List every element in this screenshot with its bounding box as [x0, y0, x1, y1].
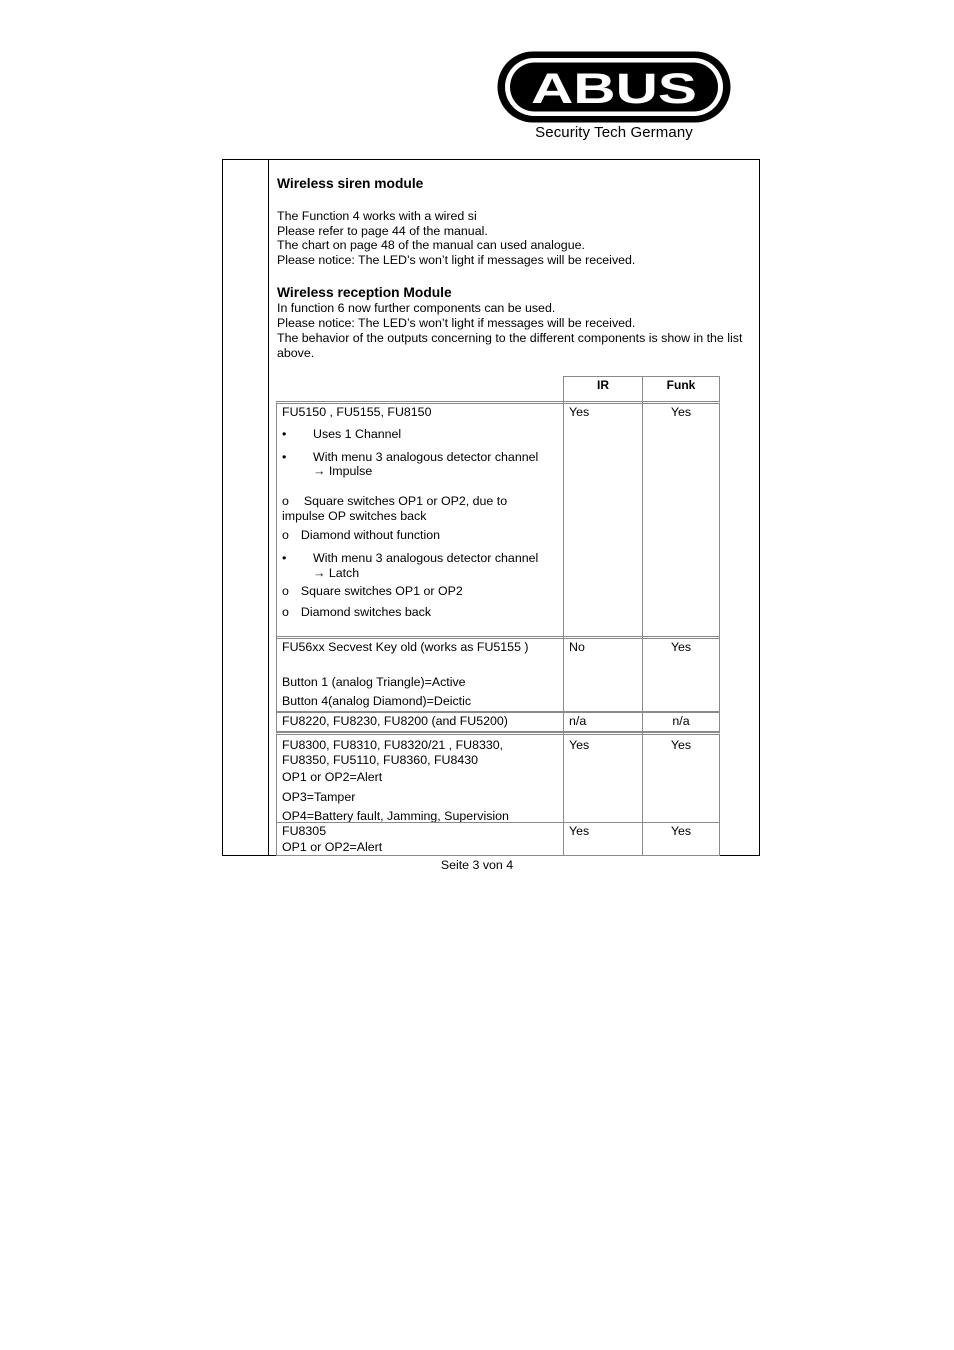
table-cell-ir	[563, 636, 643, 712]
row-title: FU8220, FU8230, FU8200 (and FU5200)	[282, 714, 508, 728]
row-title-continuation: FU8350, FU5110, FU8360, FU8430	[282, 753, 479, 767]
list-item: o Square switches OP1 or OP2	[282, 584, 463, 598]
page-number: Seite 3 von 4	[440, 858, 514, 872]
table-row-fu8305-desc	[276, 822, 564, 856]
reception-line: Please notice: The LED’s won’t light if messages will be received.	[277, 316, 636, 330]
table-row-fu8220-desc	[276, 712, 564, 732]
siren-heading: Wireless siren module	[277, 176, 424, 191]
funk-value: Yes	[670, 405, 692, 419]
list-item: o Diamond without function	[282, 528, 441, 542]
siren-line: Please refer to page 44 of the manual.	[277, 224, 488, 238]
reception-line: In function 6 now further components can be used.	[277, 301, 556, 315]
logo-text: ABUS	[531, 65, 697, 113]
funk-value: Yes	[670, 738, 692, 752]
abus-logo-mark	[496, 50, 732, 124]
table-cell-funk	[642, 712, 720, 732]
funk-value: n/a	[672, 714, 690, 728]
row-line: OP1 or OP2=Alert	[282, 840, 383, 854]
table-row-fu8300-desc	[276, 732, 564, 823]
row-line: Button 4(analog Diamond)=Deictic	[282, 694, 472, 708]
table-cell-funk	[642, 401, 720, 639]
table-row-fu56xx-desc	[276, 636, 564, 712]
col-header-ir: IR	[563, 376, 643, 402]
siren-line: The chart on page 48 of the manual can used analogue.	[277, 238, 585, 252]
logo-tagline: Security Tech Germany	[535, 124, 693, 141]
ir-value: Yes	[569, 824, 590, 838]
list-item: o Square switches OP1 or OP2, due to	[282, 494, 508, 508]
list-item-continuation: → Latch	[313, 566, 360, 580]
table-row-fu5150-desc: FU5150 , FU5155, FU8150 • Uses 1 Channel • With menu 3 analogous detector channel → Impulse o Square switches OP1 or OP2, due to impulse OP switches back o Diamond without function • With menu 3 analogous detector channel → Latch o Square switches OP1 or OP2 o Diamond switches back	[276, 401, 564, 639]
table-cell-ir	[563, 712, 643, 732]
funk-value: Yes	[670, 640, 692, 654]
row-title: FU8305	[282, 824, 327, 838]
row-line: OP3=Tamper	[282, 790, 356, 804]
reception-heading: Wireless reception Module	[277, 285, 452, 300]
row-line: OP1 or OP2=Alert	[282, 770, 383, 784]
ir-value: Yes	[569, 405, 590, 419]
reception-line: The behavior of the outputs concerning to the different components is show in the list above.	[277, 331, 743, 360]
siren-line: Please notice: The LED’s won’t light if messages will be received.	[277, 253, 636, 267]
list-item: o Diamond switches back	[282, 605, 432, 619]
row-title: FU56xx Secvest Key old (works as FU5155 )	[282, 640, 529, 654]
abus-logo	[496, 50, 732, 145]
table-cell-funk	[642, 822, 720, 856]
funk-value: Yes	[670, 824, 692, 838]
col-header-funk: Funk	[642, 376, 720, 402]
ir-value: n/a	[569, 714, 587, 728]
table-cell-funk	[642, 636, 720, 712]
list-item-continuation: → Impulse	[313, 464, 373, 478]
row-title: FU8300, FU8310, FU8320/21 , FU8330,	[282, 738, 504, 752]
table-cell-ir	[563, 732, 643, 823]
siren-line: The Function 4 works with a wired si	[277, 209, 477, 223]
row-line: Button 1 (analog Triangle)=Active	[282, 675, 466, 689]
row-line: OP4=Battery fault, Jamming, Supervision	[282, 809, 509, 823]
row-title: FU5150 , FU5155, FU8150	[282, 405, 432, 419]
table-cell-funk	[642, 732, 720, 823]
list-item-continuation: impulse OP switches back	[282, 509, 427, 523]
ir-value: No	[569, 640, 585, 654]
table-cell-ir	[563, 822, 643, 856]
ir-value: Yes	[569, 738, 590, 752]
left-margin-column	[268, 160, 269, 855]
table-cell-ir	[563, 401, 643, 639]
